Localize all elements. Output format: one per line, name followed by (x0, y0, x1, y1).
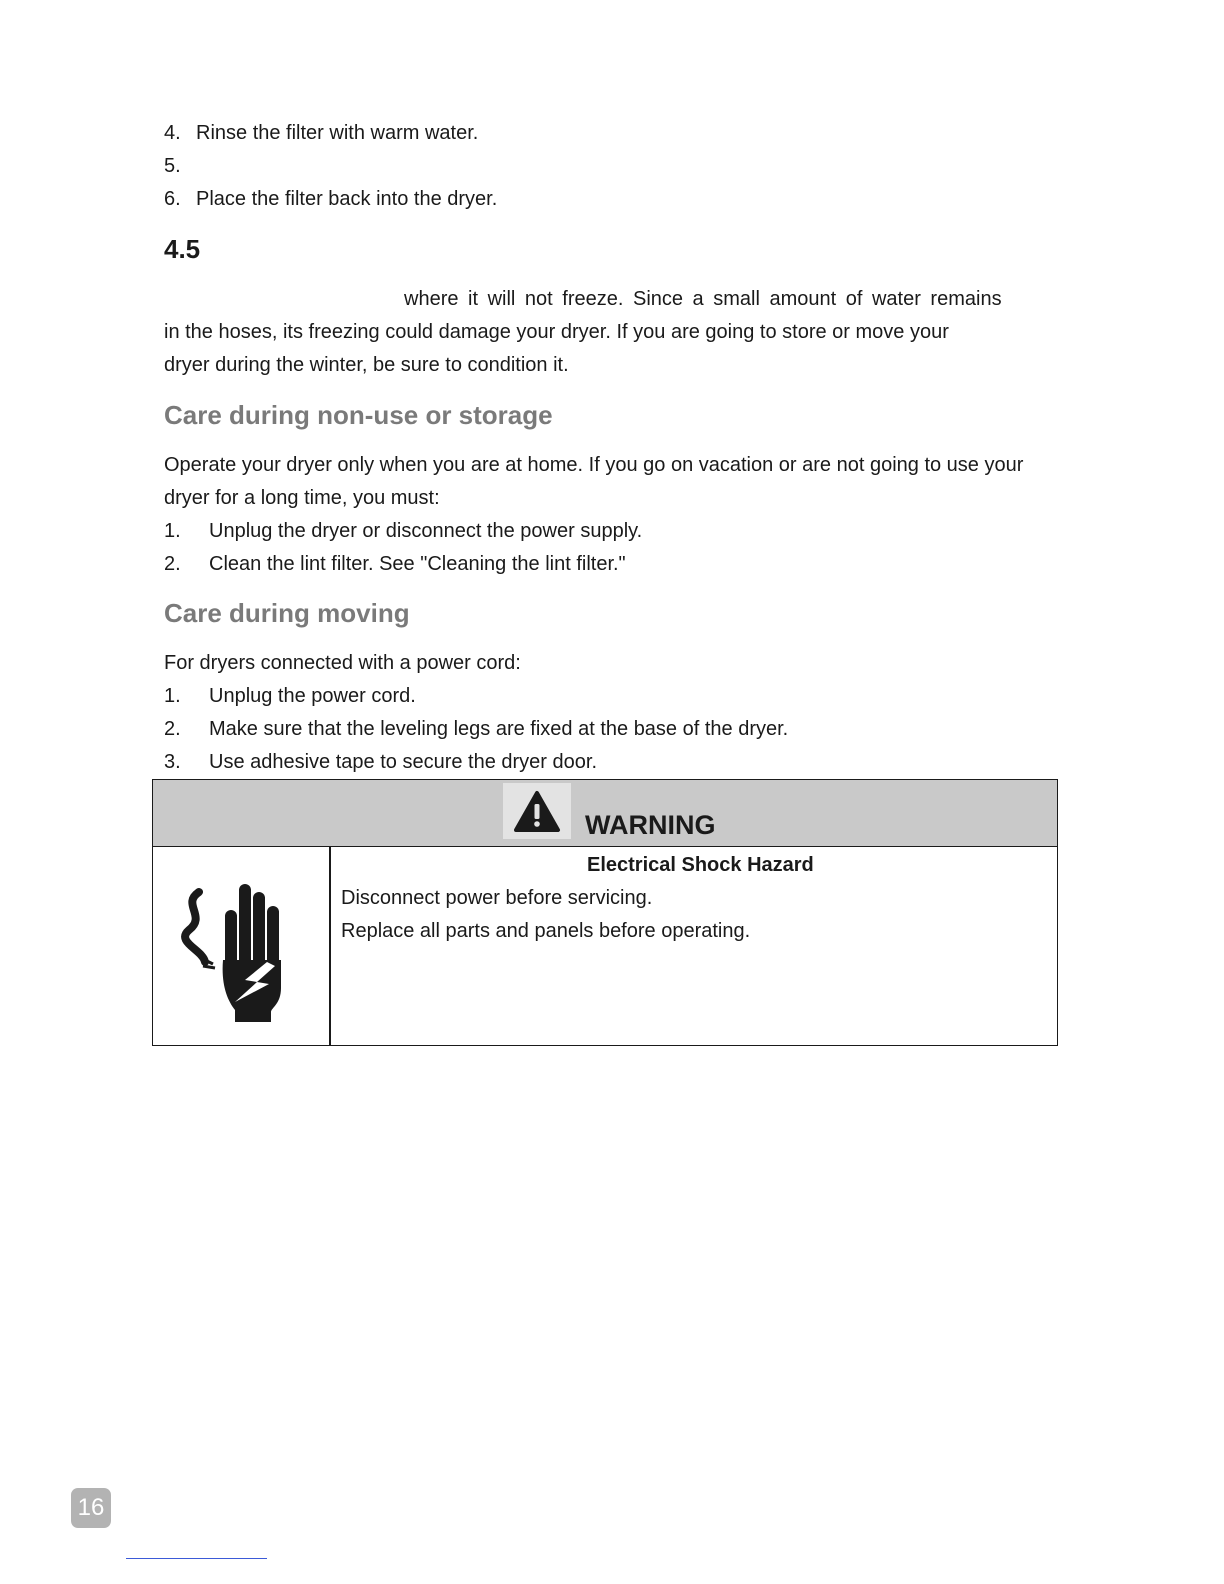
hazard-title: Electrical Shock Hazard (587, 854, 814, 876)
moving-heading: Care during moving (164, 598, 410, 628)
warning-title: WARNING (585, 810, 716, 840)
footer-rule (126, 1558, 267, 1559)
moving-item-2-number: 2. (164, 718, 181, 740)
section-intro-line-2: in the hoses, its freezing could damage your dryer. If you are going to store or move your (164, 321, 949, 343)
warning-box (152, 779, 1058, 1046)
moving-intro: For dryers connected with a power cord: (164, 652, 521, 674)
storage-item-1-number: 1. (164, 520, 181, 542)
step-6-number: 6. (164, 188, 181, 210)
section-intro-line-3: dryer during the winter, be sure to condition it. (164, 354, 569, 376)
storage-item-2-text: Clean the lint filter. See "Cleaning the lint filter." (209, 553, 626, 575)
step-4-number: 4. (164, 122, 181, 144)
storage-heading: Care during non-use or storage (164, 400, 553, 430)
step-4-text: Rinse the filter with warm water. (196, 122, 479, 144)
moving-item-3-text: Use adhesive tape to secure the dryer door. (209, 751, 598, 773)
step-5-number: 5. (164, 155, 181, 177)
moving-item-3-number: 3. (164, 751, 181, 773)
page-number-badge: 16 (71, 1488, 111, 1528)
electric-shock-hand-icon (177, 880, 295, 1028)
moving-item-1-number: 1. (164, 685, 181, 707)
moving-item-1-text: Unplug the power cord. (209, 685, 416, 707)
storage-paragraph-line-2: dryer for a long time, you must: (164, 487, 440, 509)
moving-item-2-text: Make sure that the leveling legs are fixed at the base of the dryer. (209, 718, 789, 740)
hazard-line-1: Disconnect power before servicing. (341, 887, 653, 909)
step-6-text: Place the filter back into the dryer. (196, 188, 498, 210)
warning-header (153, 780, 1057, 847)
warning-column-divider (329, 847, 331, 1045)
section-number: 4.5 (164, 234, 201, 264)
storage-item-2-number: 2. (164, 553, 181, 575)
storage-paragraph-line-1: Operate your dryer only when you are at home. If you go on vacation or are not going to use your (164, 454, 1024, 476)
storage-item-1-text: Unplug the dryer or disconnect the power supply. (209, 520, 643, 542)
section-intro-line-1: where it will not freeze. Since a small amount of water remains (404, 288, 1002, 310)
warning-triangle-icon (503, 783, 571, 839)
hazard-line-2: Replace all parts and panels before operating. (341, 920, 751, 942)
